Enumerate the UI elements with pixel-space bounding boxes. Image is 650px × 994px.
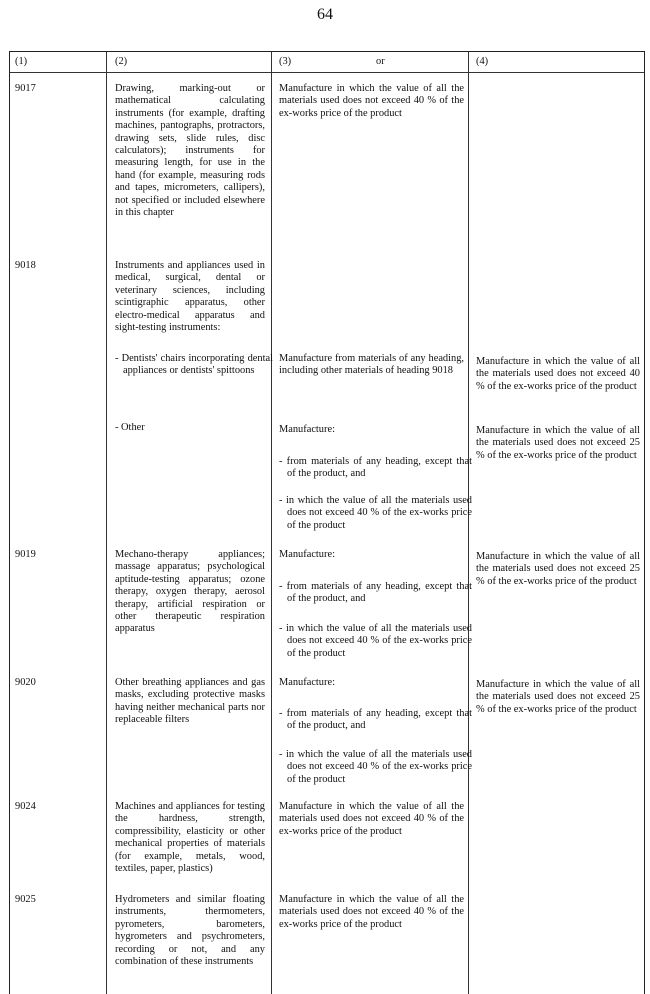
heading-code: 9020 — [15, 677, 36, 688]
working-rule: Manufacture in which the value of all the materials used does not exceed 40 % of the ex-works price of the product — [279, 894, 464, 930]
product-description: Hydrometers and similar floating instruments, thermometers, pyrometers, barometers, hygrometers and psychrometers, recording or not, and any combination of these instruments — [115, 894, 265, 968]
product-description: Other breathing appliances and gas masks, excluding protective masks having neither mechanical parts nor replaceable filters — [115, 677, 265, 726]
column-header-3: (3) — [279, 56, 292, 67]
column-header-1: (1) — [15, 56, 28, 67]
heading-code: 9018 — [15, 260, 36, 271]
header-divider — [10, 72, 644, 73]
alternative-rule: Manufacture in which the value of all the materials used does not exceed 25 % of the ex-works price of the product — [476, 679, 640, 715]
product-subdescription: - Dentists' chairs incorporating dental appliances or dentists' spittoons — [115, 353, 273, 377]
page-number: 64 — [317, 6, 333, 23]
heading-code: 9017 — [15, 83, 36, 94]
heading-code: 9024 — [15, 801, 36, 812]
alternative-rule: Manufacture in which the value of all the materials used does not exceed 25 % of the ex-works price of the product — [476, 425, 640, 461]
working-rule-intro: Manufacture: — [279, 424, 335, 435]
working-rule-condition: - from materials of any heading, except that of the product, and — [279, 708, 472, 732]
column-divider — [106, 52, 107, 994]
working-rule: Manufacture from materials of any heading, including other materials of heading 9018 — [279, 353, 464, 377]
working-rule-condition: - from materials of any heading, except that of the product, and — [279, 456, 472, 480]
working-rule: Manufacture in which the value of all the materials used does not exceed 40 % of the ex-works price of the product — [279, 83, 464, 119]
product-description: Instruments and appliances used in medical, surgical, dental or veterinary sciences, including scintigraphic apparatus, other electro-medical apparatus and sight-testing instruments: — [115, 260, 265, 334]
rules-table — [9, 51, 645, 994]
column-header-or: or — [376, 56, 385, 67]
product-subdescription: - Other — [115, 422, 145, 433]
working-rule-condition: - from materials of any heading, except that of the product, and — [279, 581, 472, 605]
working-rule-condition: - in which the value of all the materials used does not exceed 40 % of the ex-works price of the product — [279, 749, 472, 785]
product-description: Drawing, marking-out or mathematical calculating instruments (for example, drafting machines, pantographs, protractors, drawing sets, slide rules, disc calculators); instruments for measuring length, for use in the hand (for example, measuring rods and tapes, micrometers, callipers), not specified or included elsewhere in this chapter — [115, 83, 265, 219]
alternative-rule: Manufacture in which the value of all the materials used does not exceed 40 % of the ex-works price of the product — [476, 356, 640, 392]
working-rule-condition: - in which the value of all the materials used does not exceed 40 % of the ex-works price of the product — [279, 623, 472, 659]
column-header-4: (4) — [476, 56, 489, 67]
working-rule-condition: - in which the value of all the materials used does not exceed 40 % of the ex-works price of the product — [279, 495, 472, 531]
working-rule-intro: Manufacture: — [279, 677, 335, 688]
working-rule-intro: Manufacture: — [279, 549, 335, 560]
working-rule: Manufacture in which the value of all the materials used does not exceed 40 % of the ex-works price of the product — [279, 801, 464, 837]
product-description: Mechano-therapy appliances; massage apparatus; psychological aptitude-testing apparatus; ozone therapy, oxygen therapy, aerosol therapy, artificial respiration or other therapeutic respiration apparatus — [115, 549, 265, 635]
column-divider — [271, 52, 272, 994]
product-description: Machines and appliances for testing the hardness, strength, compressibility, elasticity or other mechanical properties of materials (for example, metals, wood, textiles, paper, plastics) — [115, 801, 265, 875]
heading-code: 9019 — [15, 549, 36, 560]
heading-code: 9025 — [15, 894, 36, 905]
column-header-2: (2) — [115, 56, 128, 67]
alternative-rule: Manufacture in which the value of all the materials used does not exceed 25 % of the ex-works price of the product — [476, 551, 640, 587]
